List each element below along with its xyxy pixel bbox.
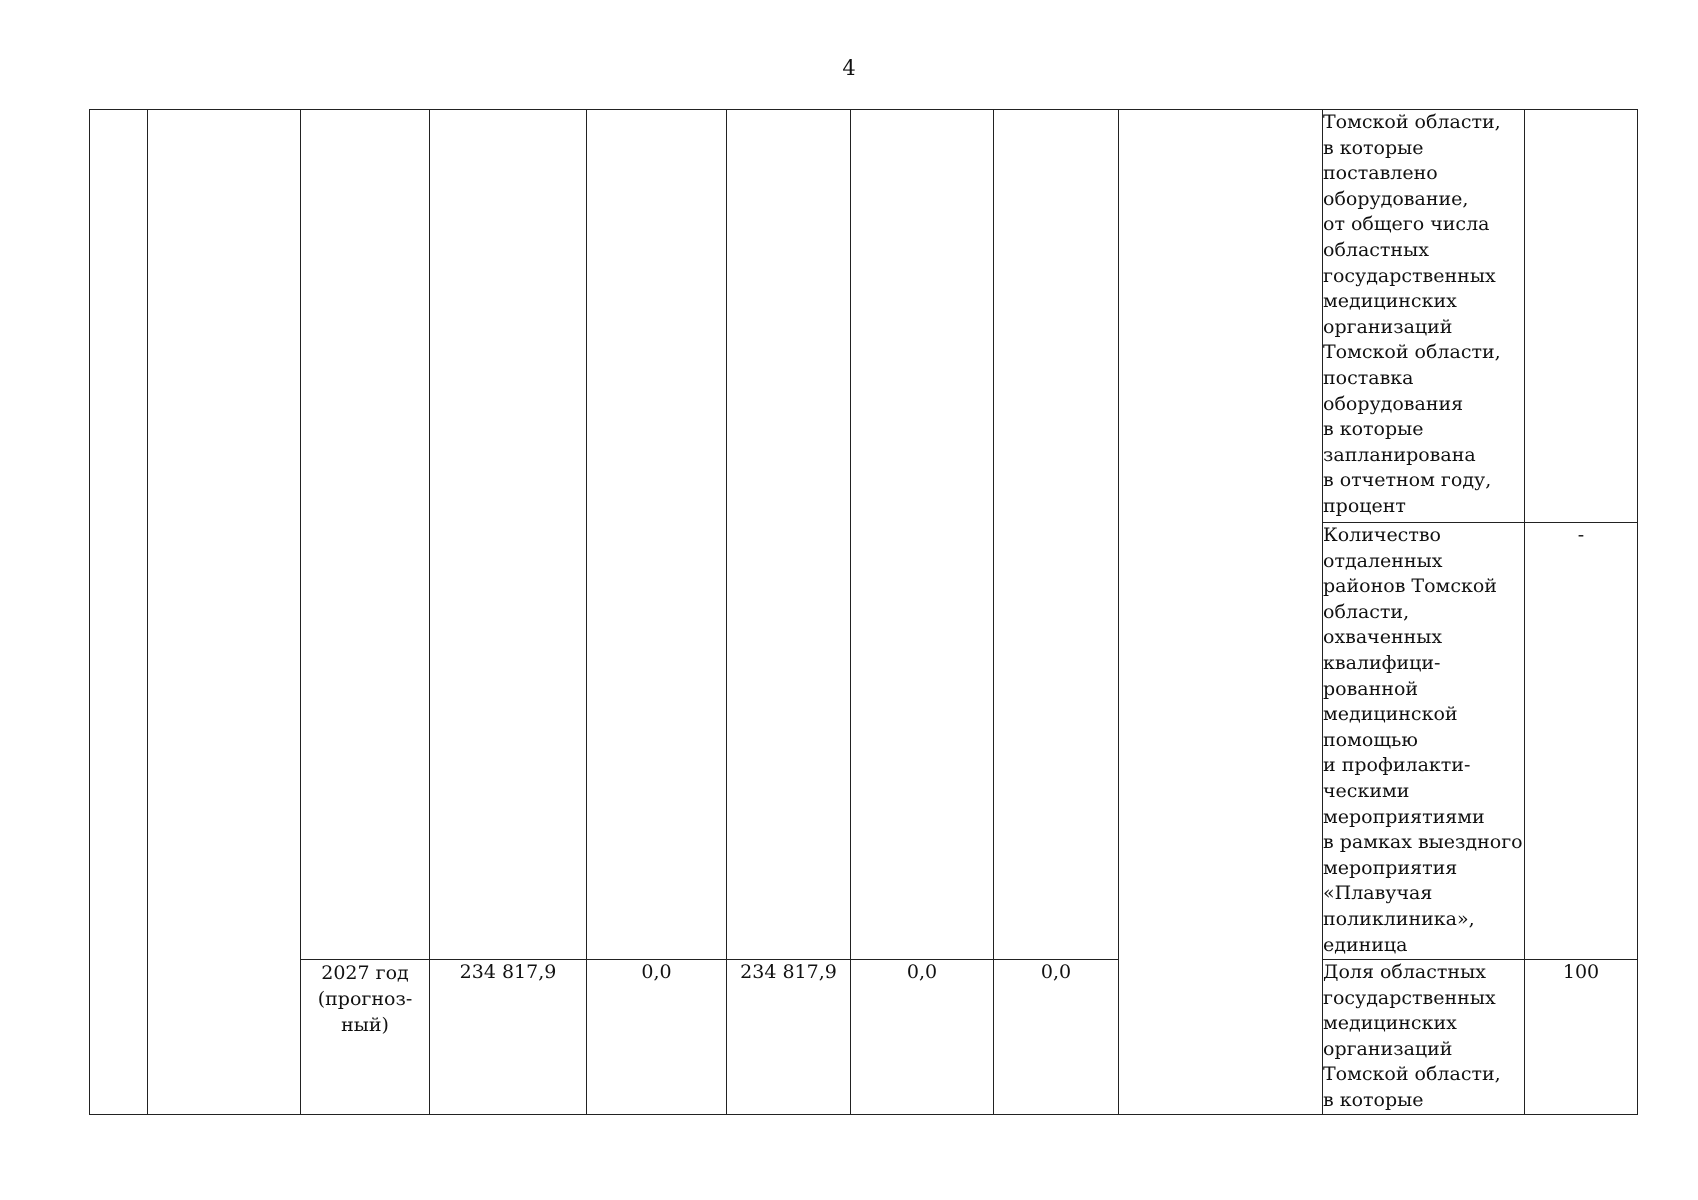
regional-cell-empty: [727, 110, 851, 960]
table-row: [90, 110, 1638, 523]
executor-cell: [1119, 110, 1323, 1115]
indicator-name: Томской области, в которые поставлено оборудование, от общего числа областных государственных медицинских организаций Томской области, поставка оборудования в которые запланирована в отчетном году, процент: [1323, 110, 1525, 523]
program-table: [89, 109, 1638, 1115]
local-cell-empty: [851, 110, 994, 960]
federal-cell-empty: [587, 110, 727, 960]
regional-cell: 234 817,9: [727, 960, 851, 1115]
other-cell: 0,0: [994, 960, 1119, 1115]
indicator-value: 100: [1525, 960, 1638, 1115]
indicator-value: [1525, 110, 1638, 523]
other-cell-empty: [994, 110, 1119, 960]
indicator-name: Доля областных государственных медицинских организаций Томской области, в которые: [1323, 960, 1525, 1115]
year-cell: [301, 960, 430, 1115]
table-row: [90, 960, 1638, 1115]
indicator-name: Количество отдаленных районов Томской области, охваченных квалифици- рованной медицинской помощью и профилакти- ческими мероприятиями в рамках выездного мероприятия «Плавучая поликлиника», единица: [1323, 523, 1525, 960]
year-cell-empty: [301, 110, 430, 960]
number-cell: [90, 110, 148, 1115]
indicator-value: -: [1525, 523, 1638, 960]
task-name-cell: [148, 110, 301, 1115]
year-label: 2027 год (прогноз- ный): [317, 962, 413, 1036]
local-cell: 0,0: [851, 960, 994, 1115]
total-cell-empty: [430, 110, 587, 960]
federal-cell: 0,0: [587, 960, 727, 1115]
total-cell: 234 817,9: [430, 960, 587, 1115]
page-number: 4: [842, 56, 856, 80]
